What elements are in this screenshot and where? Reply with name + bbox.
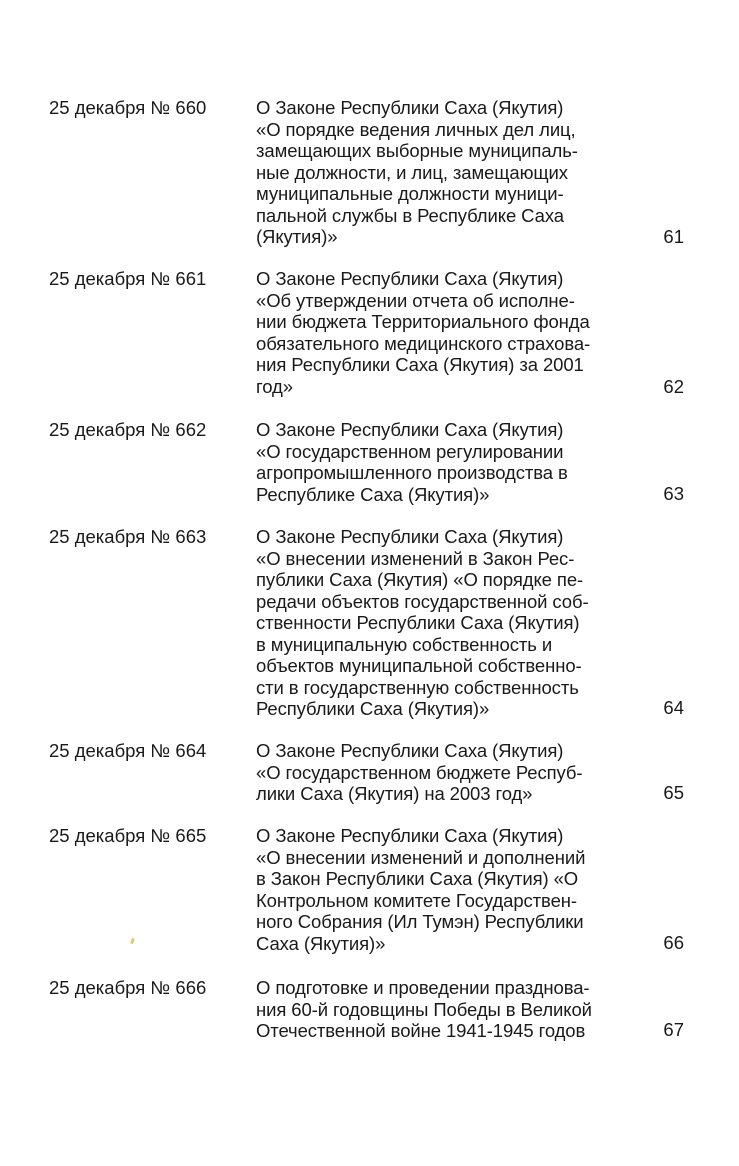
entry-page-number: 62: [663, 376, 684, 397]
entry-title: О Законе Республики Саха (Якутия) «О порядке ведения личных дел лиц, замещающих выборные муниципаль- ные должности, и лиц, замещающих муниципальные должности муници- пальной службы в Республике Саха (Якутия)»: [256, 97, 578, 247]
entry-date: 25 декабря № 662: [49, 419, 207, 440]
entry-date: 25 декабря № 661: [49, 268, 207, 289]
entry-date: 25 декабря № 664: [49, 740, 207, 761]
entry-page-number: 65: [663, 782, 684, 803]
entry-page-number: 61: [663, 226, 684, 247]
entry-title: О Законе Республики Саха (Якутия) «О внесении изменений в Закон Рес- публики Саха (Якутия) «О порядке пе- редачи объектов государственной соб- ственности Республики Саха (Якутия) в муниципальную собственность и объектов муниципальной собственно- сти в государственную собственность Республики Саха (Якутия)»: [256, 526, 589, 719]
entry-page-number: 67: [663, 1019, 684, 1040]
entry-page-number: 66: [663, 932, 684, 953]
entry-title: О Законе Республики Саха (Якутия) «О внесении изменений и дополнений в Закон Республики Саха (Якутия) «О Контрольном комитете Государствен- ного Собрания (Ил Тумэн) Республики Саха (Якутия)»: [256, 825, 586, 954]
entry-title: О Законе Республики Саха (Якутия) «О государственном регулировании агропромышленного производства в Республике Саха (Якутия)»: [256, 419, 568, 505]
entry-date: 25 декабря № 666: [49, 977, 207, 998]
entry-date: 25 декабря № 660: [49, 97, 207, 118]
entry-date: 25 декабря № 665: [49, 825, 207, 846]
entry-page-number: 63: [663, 483, 684, 504]
entry-date: 25 декабря № 663: [49, 526, 207, 547]
scan-speck: [130, 938, 135, 945]
entry-title: О подготовке и проведении празднова- ния 60-й годовщины Победы в Великой Отечественной войне 1941-1945 годов: [256, 977, 592, 1041]
entry-page-number: 64: [663, 697, 684, 718]
entry-title: О Законе Республики Саха (Якутия) «О государственном бюджете Респуб- лики Саха (Якутия) на 2003 год»: [256, 740, 583, 804]
entry-title: О Законе Республики Саха (Якутия) «Об утверждении отчета об исполне- нии бюджета Территориального фонда обязательного медицинского страхова- ния Республики Саха (Якутия) за 2001 год»: [256, 268, 591, 397]
